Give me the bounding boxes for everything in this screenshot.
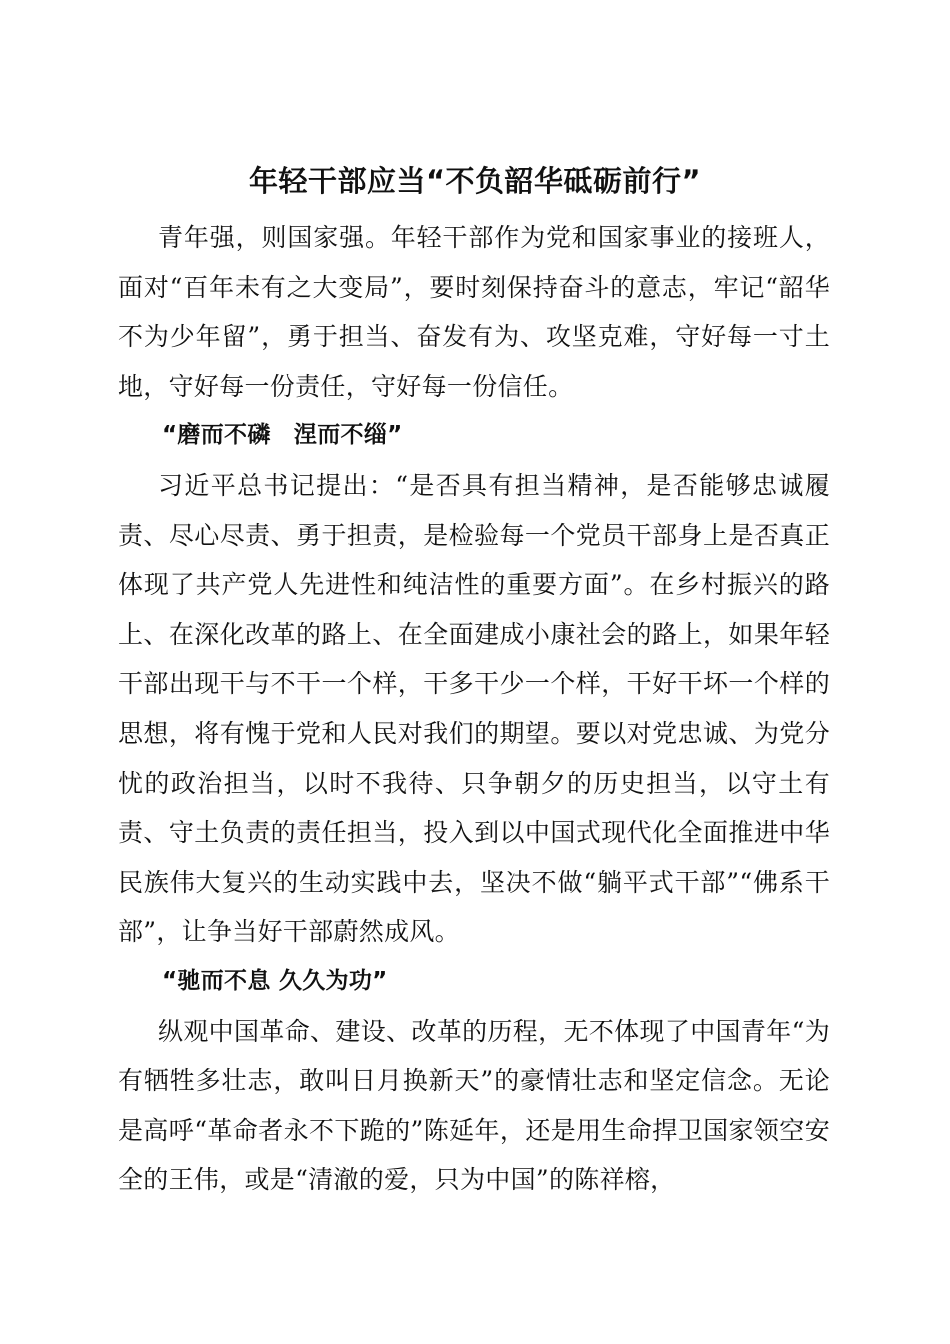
section-heading-2: “驰而不息 久久为功” [162, 967, 388, 994]
document-body [118, 213, 830, 1205]
paragraph-section-2: 纵观中国革命、建设、改革的历程，无不体现了中国青年“为有牺牲多壮志，敢叫日月换新天”的豪情壮志和坚定信念。无论是高呼“革命者永不下跪的”陈延年，还是用生命捍卫国家领空安全的王伟，或是“清澈的爱，只为中国”的陈祥榕， [118, 1016, 830, 1195]
paragraph-section-1: 习近平总书记提出：“是否具有担当精神，是否能够忠诚履责、尽心尽责、勇于担责，是检验每一个党员干部身上是否真正体现了共产党人先进性和纯洁性的重要方面”。在乡村振兴的路上、在深化改革的路上、在全面建成小康社会的路上，如果年轻干部出现干与不干一个样，干多干少一个样，干好干坏一个样的思想，将有愧于党和人民对我们的期望。要以对党忠诚、为党分忧的政治担当，以时不我待、只争朝夕的历史担当，以守土有责、守土负责的责任担当，投入到以中国式现代化全面推进中华民族伟大复兴的生动实践中去，坚决不做“躺平式干部”“佛系干部”，让争当好干部蔚然成风。 [118, 470, 830, 947]
document-title: 年轻干部应当“不负韶华砥砺前行” [248, 164, 702, 199]
section-heading-1: “磨而不磷 涅而不缁” [162, 422, 403, 449]
paragraph-intro: 青年强，则国家强。年轻干部作为党和国家事业的接班人，面对“百年未有之大变局”，要时刻保持奋斗的意志，牢记“韶华不为少年留”，勇于担当、奋发有为、攻坚克难，守好每一寸土地，守好每一份责任，守好每一份信任。 [118, 223, 830, 401]
